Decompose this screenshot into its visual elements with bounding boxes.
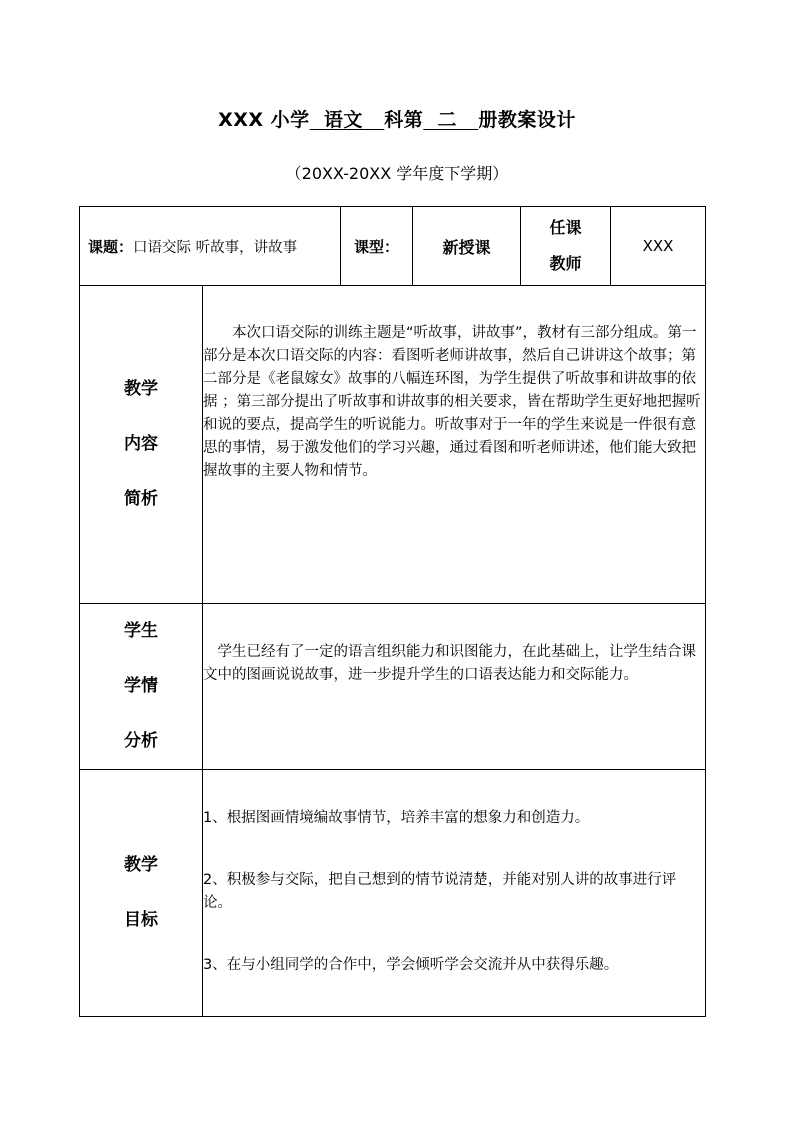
title-suffix: 册教案设计 [478, 109, 576, 131]
content-text-cell [203, 286, 706, 604]
topic-cell [80, 207, 341, 286]
content-label-line1: 教学 [124, 379, 158, 399]
goal-item: 3、在与小组同学的合作中，学会倾听学会交流并从中获得乐趣。 [203, 957, 619, 973]
header-row [80, 207, 706, 286]
topic-label: 课题： [88, 237, 134, 256]
title-mid: 科第 [384, 109, 424, 131]
content-label-line2: 内容 [124, 434, 158, 454]
content-label [80, 286, 203, 604]
document-subtitle: （20XX-20XX 学年度下学期） [285, 164, 509, 183]
title-prefix: XXX 小学 [218, 109, 310, 131]
teacher-label [521, 207, 611, 286]
students-label-line3: 分析 [124, 731, 158, 751]
students-text-cell [203, 604, 706, 770]
type-label: 课型： [341, 207, 413, 286]
goals-label-line2: 目标 [124, 910, 158, 930]
type-value: 新授课 [413, 207, 521, 286]
goals-label [80, 770, 203, 1017]
topic-value: 口语交际 听故事，讲故事 [133, 239, 298, 256]
students-label-line1: 学生 [124, 621, 158, 641]
title-volume: 二 [423, 109, 479, 131]
goals-cell [203, 770, 706, 1017]
students-label [80, 604, 203, 770]
document-title [0, 105, 794, 132]
content-row [80, 286, 706, 604]
teacher-value: XXX [611, 207, 706, 286]
students-text: 学生已经有了一定的语言组织能力和识图能力，在此基础上，让学生结合课文中的图画说说故事，进一步提升学生的口语表达能力和交际能力。 [203, 644, 696, 683]
teacher-label-line2: 教师 [549, 254, 582, 273]
content-label-line3: 简析 [124, 489, 158, 509]
goal-item: 2、积极参与交际，把自己想到的情节说清楚，并能对别人讲的故事进行评论。 [203, 872, 677, 911]
lesson-plan-table [79, 206, 706, 1017]
goal-item: 1、根据图画情境编故事情节，培养丰富的想象力和创造力。 [203, 810, 590, 826]
goals-label-line1: 教学 [124, 855, 158, 875]
content-text: 本次口语交际的训练主题是“听故事，讲故事”，教材有三部分组成。第一部分是本次口语交际的内容：看图听老师讲故事，然后自己讲讲这个故事；第二部分是《老鼠嫁女》故事的八幅连环图，为学生提供了听故事和讲故事的依据 ；第三部分提出了听故事和讲故事的相关要求，皆在帮助学生更好地把握听和说的要点，提高学生的听说能力。听故事对于一年的学生来说是一件很有意思的事情，易于激发他们的学习兴趣，通过看图和听老师讲述，他们能大致把握故事的主要人物和情节。 [203, 325, 701, 479]
students-row [80, 604, 706, 770]
title-subject: 语文 [309, 109, 385, 131]
students-label-line2: 学情 [124, 676, 158, 696]
goals-row [80, 770, 706, 1017]
teacher-label-line1: 任课 [549, 218, 582, 237]
